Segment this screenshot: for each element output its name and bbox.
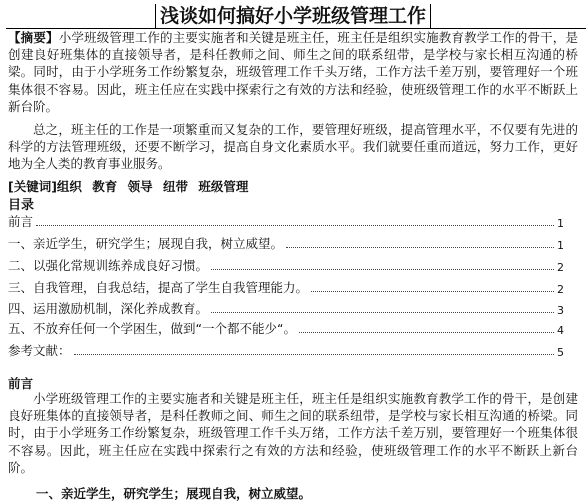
document-title: 浅谈如何搞好小学班级管理工作 [155, 4, 431, 28]
toc-entry-text: 三、自我管理，自我总结，提高了学生自我管理能力。 [8, 280, 309, 295]
toc-leader-dots [299, 332, 554, 333]
abstract-label: 【摘要】 [8, 30, 59, 45]
toc-leader-dots [311, 291, 554, 292]
toc-entry-section-3[interactable] [8, 276, 564, 296]
toc-leader-dots [211, 269, 554, 270]
toc-entry-text: 五、不放弃任何一个学困生，做到“一个都不能少“。 [8, 321, 296, 336]
toc-entry-section-4[interactable] [8, 297, 564, 317]
toc-entry-text: 参考文献： [8, 343, 71, 358]
toc-entry-text: 一、亲近学生，研究学生；展现自我，树立威望。 [8, 236, 284, 251]
section-heading-preface: 前言 [8, 376, 34, 391]
toc-page-number: 1 [557, 217, 564, 230]
toc-entry-section-5[interactable] [8, 317, 564, 337]
toc-entry-section-2[interactable] [8, 254, 564, 274]
subsection-heading-1: 一、亲近学生，研究学生；展现自我，树立威望。 [36, 486, 312, 501]
toc-page-number: 4 [557, 324, 564, 337]
keywords-line: [关键词]组织 教育 领导 纽带 班级管理 [8, 179, 249, 194]
toc-leader-dots [74, 354, 554, 355]
toc-entry-section-1[interactable] [8, 232, 564, 252]
toc-entry-text: 前言 [8, 214, 34, 229]
toc-entry-references[interactable] [8, 339, 564, 359]
toc-page-number: 2 [557, 261, 564, 274]
toc-leader-dots [36, 225, 554, 226]
toc-page-number: 2 [557, 283, 564, 296]
toc-entry-text: 二、以强化常规训练养成良好习惯。 [8, 258, 209, 273]
preface-paragraph: 小学班级管理工作的主要实施者和关键是班主任，班主任是组织实施教育教学工作的骨干，是创建良好班集体的直接领导者，是科任教师之间、师生之间的联系纽带，是学校与家长相互沟通的桥梁。同时，由于小学班务工作纷繁复杂，班级管理工作千头万绪，工作方法千差万别，要管理好一个班集体很不容易。因此，班主任应在实践中探索行之有效的方法和经验，使班级管理工作的水平不断跃上新台阶。 [8, 391, 578, 475]
toc-entry-text: 四、运用激励机制，深化养成教育。 [8, 301, 209, 316]
toc-page-number: 5 [557, 346, 564, 359]
toc-leader-dots [286, 247, 554, 248]
toc-entry-preface[interactable] [8, 210, 564, 230]
abstract-paragraph [8, 29, 578, 115]
abstract-text: 小学班级管理工作的主要实施者和关键是班主任，班主任是组织实施教育教学工作的骨干，是创建良好班集体的直接领导者，是科任教师之间、师生之间的联系纽带，是学校与家长相互沟通的桥梁。同时，由于小学班务工作纷繁复杂，班级管理工作千头万绪，工作方法千差万别，要管理好一个班集体很不容易。因此，班主任应在实践中探索行之有效的方法和经验，使班级管理工作的水平不断跃上新台阶。 [8, 30, 578, 114]
abstract-summary-paragraph: 总之，班主任的工作是一项繁重而又复杂的工作，要管理好班级，提高管理水平，不仅要有先进的科学的方法管理班级，还要不断学习，提高自身文化素质水平。我们就要任重而道远，努力工作，更好地为全人类的教育事业服务。 [8, 122, 578, 172]
toc-page-number: 1 [557, 239, 564, 252]
toc-title: 目录 [8, 198, 35, 213]
toc-leader-dots [211, 312, 554, 313]
toc-page-number: 3 [557, 304, 564, 317]
